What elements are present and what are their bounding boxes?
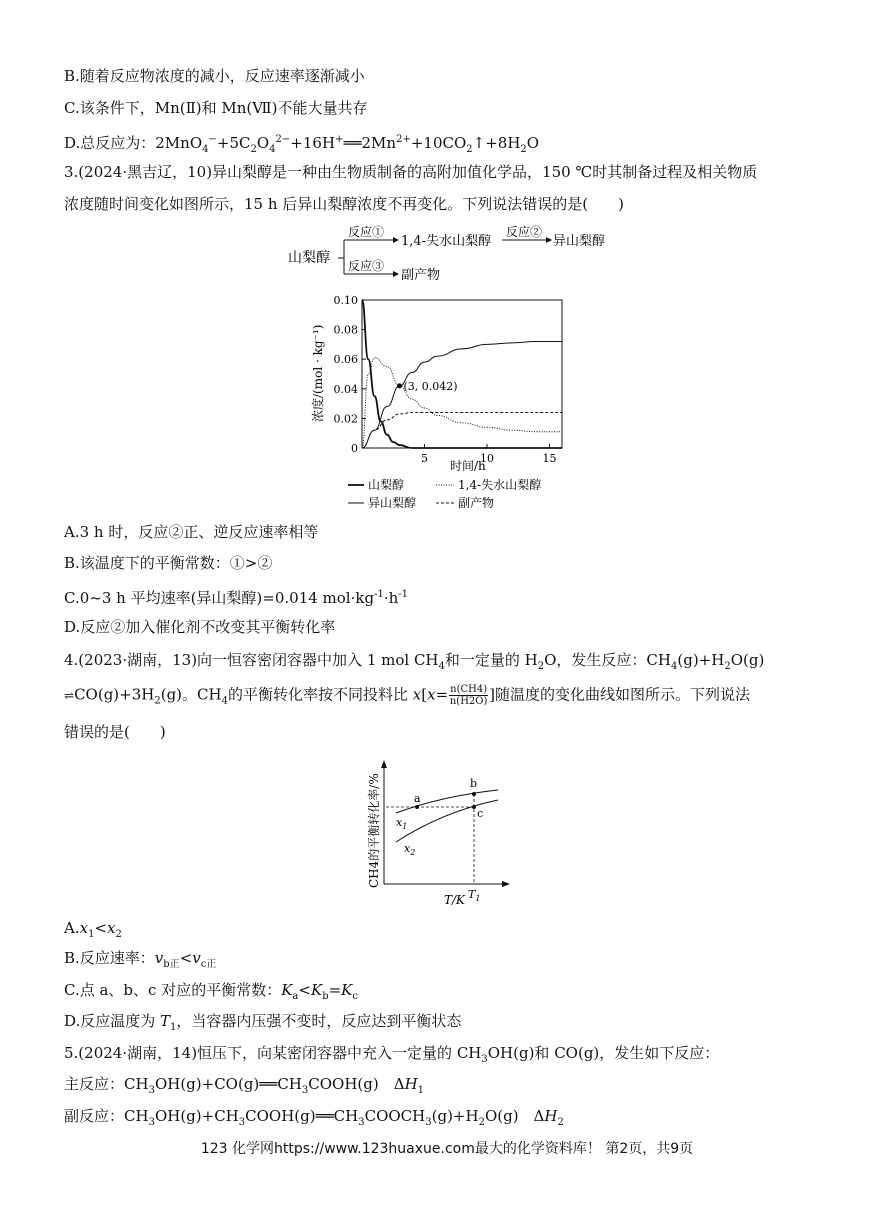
- x-tick-label: 15: [542, 452, 557, 465]
- point-b: [472, 792, 476, 796]
- question-4-line3: 错误的是( ): [64, 723, 166, 741]
- scheme-r1: 反应①: [348, 225, 385, 239]
- q4-option-a: $A.x_1<x_2$: [64, 919, 122, 940]
- legend-byproduct: 副产物: [458, 496, 495, 510]
- series-3: [362, 412, 562, 448]
- q3-option-b: B.该温度下的平衡常数：①>②: [64, 554, 273, 572]
- legend-anhydro: 1,4-失水山梨醇: [458, 478, 542, 492]
- question-4-line2: $\rightleftharpoons CO(g)+3H_2(g)$。$CH_4$的平衡转化率按不同投料比 x[x= $\frac{n(CH4)}{n(H2O)}$ ]随温度的变化曲线如图所示。下列说法: [64, 684, 750, 707]
- legend-isosorbide: 异山梨醇: [368, 496, 417, 510]
- chart1-ylabel: 浓度/(mol · kg⁻¹): [311, 324, 325, 422]
- y-tick-label: 0.10: [333, 294, 358, 307]
- series-2: [362, 341, 562, 448]
- y-tick-label: 0.04: [333, 382, 358, 396]
- scheme-r3: 反应③: [348, 259, 385, 273]
- page-footer: 123 化学网https://www.123huaxue.com最大的化学资料库！ 第2页，共9页: [200, 1141, 694, 1157]
- label-x2: $x_2$: [404, 842, 416, 857]
- y-tick-label: 0: [351, 442, 358, 455]
- label-a: a: [414, 792, 421, 805]
- question-3-line2: 浓度随时间变化如图所示，15 h 后异山梨醇浓度不再变化。下列说法错误的是( ): [64, 195, 624, 213]
- y-tick-label: 0.08: [333, 323, 358, 337]
- q4-option-b: B.反应速率：$v_{b正}<v_{c正}$: [64, 949, 217, 970]
- reaction-scheme: [280, 222, 620, 288]
- scheme-start: 山梨醇: [288, 250, 330, 266]
- question-4-line1: 4.(2023·湖南，13)向一恒容密闭容器中加入 1 mol $CH_4$和一定量的 $H_2O$，发生反应：$CH_4(g)+H_2O(g)$: [64, 651, 765, 672]
- chart2-xlabel: T/K: [444, 893, 466, 907]
- q3-option-a: A.3 h 时，反应②正、逆反应速率相等: [64, 523, 319, 541]
- option-c-q2: C.该条件下，Mn(Ⅱ)和 Mn(Ⅶ)不能大量共存: [64, 99, 368, 117]
- label-b: b: [470, 777, 478, 790]
- annotation-point: [397, 383, 402, 388]
- chart1-point-label: (3, 0.042): [403, 379, 458, 393]
- q5-side-reaction: 副反应：$CH_3OH(g)+CH_3COOH(g)══CH_3COOCH_3(g)+H_2O(g)$ $\Delta H_2$: [64, 1107, 564, 1128]
- q4-option-d: D.反应温度为 $T_1$，当容器内压强不变时，反应达到平衡状态: [64, 1012, 462, 1033]
- y-tick-label: 0.06: [333, 353, 358, 367]
- concentration-time-chart: [300, 292, 600, 514]
- legend-sorbitol: 山梨醇: [368, 478, 405, 492]
- label-x1: $x_1$: [396, 816, 408, 831]
- series-1: [362, 358, 562, 448]
- question-3-line1: 3.(2024·黑吉辽，10)异山梨醇是一种由生物质制备的高附加值化学品，150 ℃时其制备过程及相关物质: [64, 163, 758, 181]
- y-tick-label: 0.02: [333, 412, 358, 426]
- frac-denominator: n(H2O): [449, 696, 488, 707]
- option-d-q2: D.总反应为：$2MnO_4^-+5C_2O_4^{2-}+16H^+══2Mn^{2+}+10CO_2↑+8H_2O$: [64, 134, 540, 155]
- frac-numerator: n(CH4): [450, 684, 488, 695]
- option-b-q2: B.随着反应物浓度的减小，反应速率逐渐减小: [64, 67, 365, 85]
- chart1-xlabel: 时间/h: [450, 459, 486, 473]
- q3-option-d: D.反应②加入催化剂不改变其平衡转化率: [64, 618, 336, 636]
- scheme-side: 副产物: [401, 268, 441, 283]
- point-a: [415, 805, 419, 809]
- question-5-line1: 5.(2024·湖南，14)恒压下，向某密闭容器中充入一定量的 $CH_3OH(g)$和 CO(g)，发生如下反应：: [64, 1044, 720, 1065]
- x-tick-label: 10: [480, 452, 494, 465]
- chart2-ylabel: CH4的平衡转化率/%: [367, 773, 381, 888]
- x-tick-label: 5: [421, 452, 428, 465]
- q5-main-reaction: 主反应：$CH_3OH(g)+CO(g)══CH_3COOH(g)$ $\Delta H_1$: [64, 1075, 425, 1096]
- scheme-mid: 1,4-失水山梨醇: [401, 234, 492, 249]
- q4-option-c: C.点 a、b、c 对应的平衡常数：$K_a<K_b=K_c$: [64, 981, 358, 1002]
- label-t1: $T_1$: [468, 888, 481, 903]
- point-c: [472, 805, 476, 809]
- scheme-end: 异山梨醇: [553, 234, 606, 249]
- q3-option-c: C.0~3 h 平均速率(异山梨醇)=0.014 $mol\cdot kg^{-1}\cdot h^{-1}$: [64, 589, 408, 607]
- scheme-r2: 反应②: [506, 225, 543, 239]
- conversion-temperature-chart: [362, 756, 512, 911]
- label-c: c: [477, 807, 484, 820]
